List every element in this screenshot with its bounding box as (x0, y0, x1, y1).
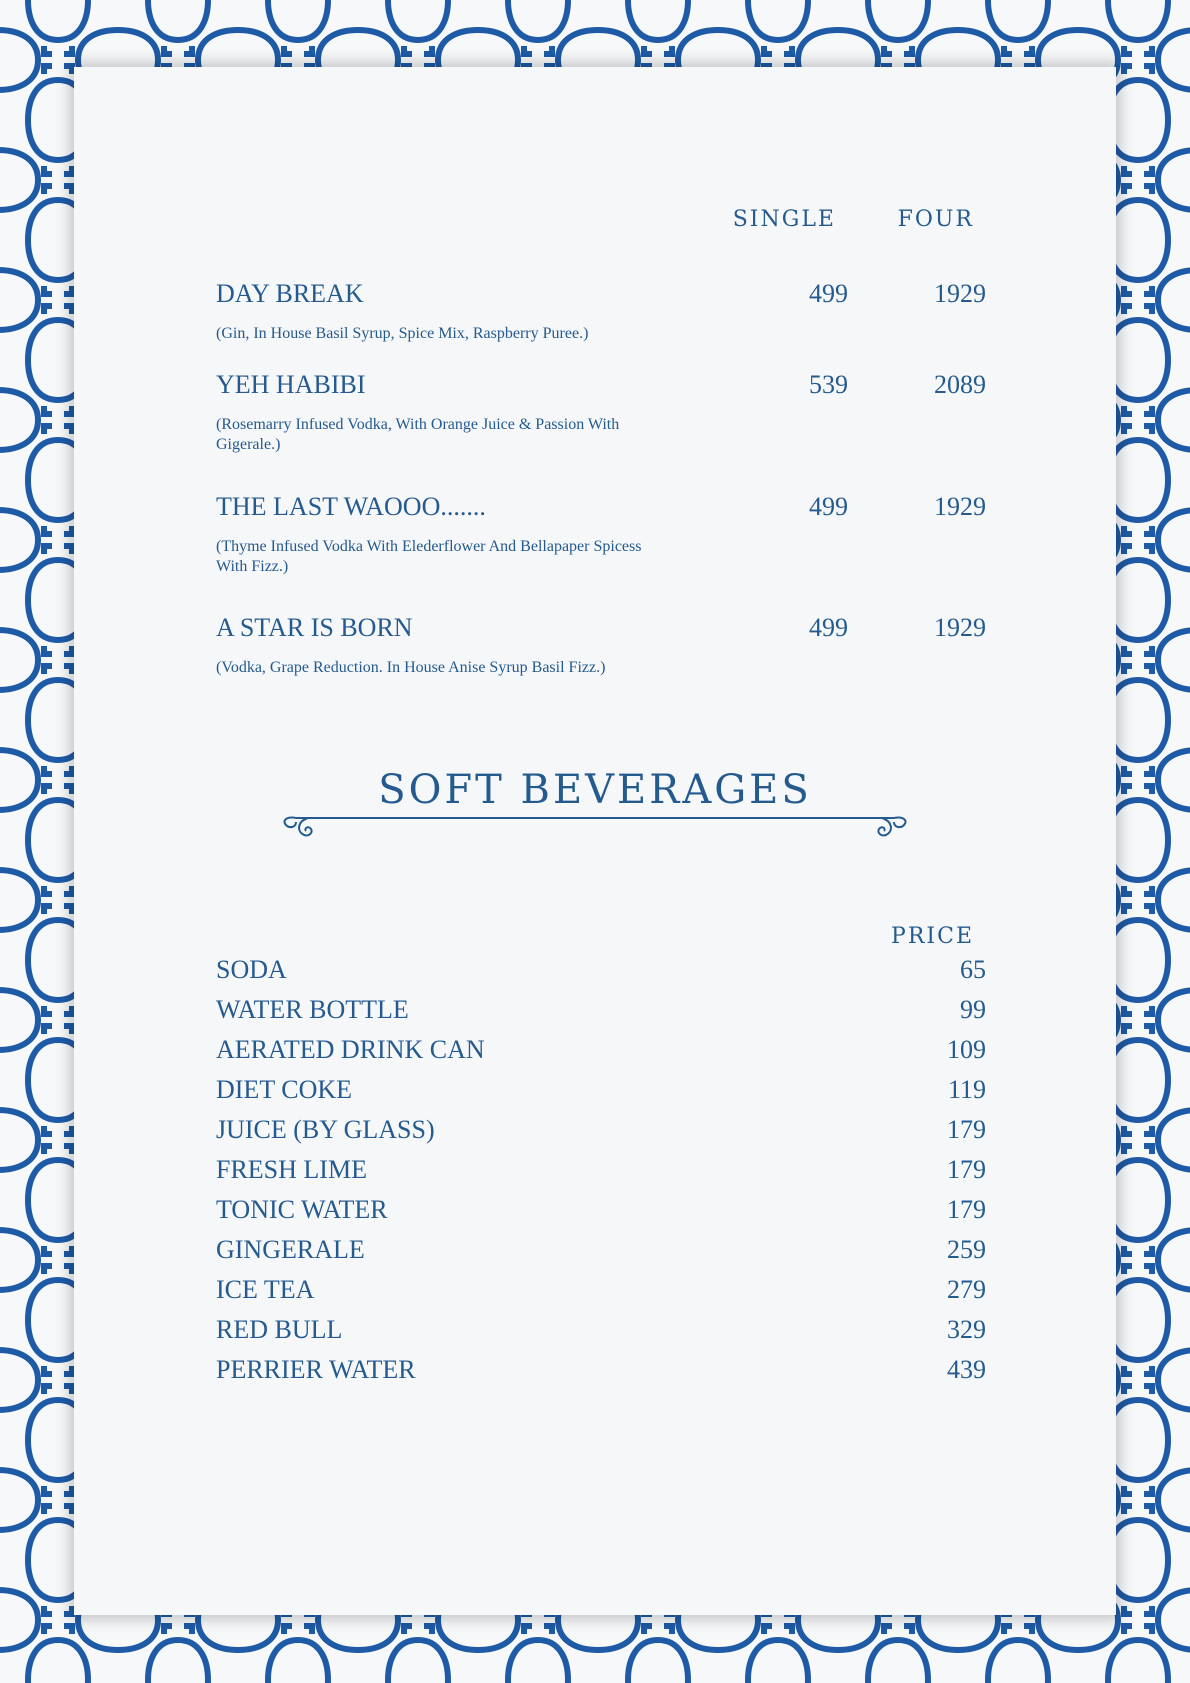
item-price: 279 (947, 1275, 986, 1304)
cocktail-description: (Gin, In House Basil Syrup, Spice Mix, Raspberry Puree.) (216, 325, 589, 342)
item-price: 119 (947, 1075, 986, 1104)
list-item (216, 1075, 986, 1115)
list-item (216, 1155, 986, 1195)
list-item (216, 1315, 986, 1355)
list-item (216, 995, 986, 1035)
soft-beverage-list (216, 955, 986, 1395)
item-name: DIET COKE (216, 1075, 353, 1104)
single-column-header: SINGLE (732, 207, 836, 232)
price-four: 1929 (934, 492, 986, 521)
item-name: FRESH LIME (216, 1155, 367, 1184)
price-four: 1929 (934, 613, 986, 642)
cocktail-name: A STAR IS BORN (216, 613, 413, 642)
section-title-soft-beverages: SOFT BEVERAGES (378, 767, 812, 813)
list-item (216, 1275, 986, 1315)
list-item (216, 1235, 986, 1275)
item-price: 329 (947, 1315, 986, 1344)
list-item (216, 1195, 986, 1235)
price-single: 499 (809, 613, 848, 642)
list-item (216, 1115, 986, 1155)
price-single: 499 (809, 279, 848, 308)
item-name: JUICE (BY GLASS) (216, 1115, 435, 1144)
price-four: 1929 (934, 279, 986, 308)
cocktail-name: YEH HABIBI (216, 370, 366, 399)
item-name: RED BULL (216, 1315, 343, 1344)
price-single: 499 (809, 492, 848, 521)
item-name: TONIC WATER (216, 1195, 388, 1224)
cocktail-name: DAY BREAK (216, 279, 364, 308)
item-price: 439 (947, 1355, 986, 1384)
price-single: 539 (809, 370, 848, 399)
ornamental-divider (278, 809, 912, 843)
price-column-header: PRICE (891, 924, 974, 949)
four-column-header: FOUR (897, 207, 974, 232)
list-item (216, 1355, 986, 1395)
cocktail-description: (Rosemarry Infused Vodka, With Orange Juice & Passion With Gigerale.) (216, 416, 620, 453)
item-price: 179 (947, 1115, 986, 1144)
item-name: WATER BOTTLE (216, 995, 409, 1024)
item-price: 65 (960, 955, 986, 984)
price-four: 2089 (934, 370, 986, 399)
item-price: 109 (947, 1035, 986, 1064)
cocktail-description: (Thyme Infused Vodka With Elederflower And Bellapaper Spicess With Fizz.) (216, 538, 642, 575)
menu-card (74, 67, 1116, 1615)
item-name: SODA (216, 955, 287, 984)
item-price: 179 (947, 1195, 986, 1224)
list-item (216, 1035, 986, 1075)
item-name: GINGERALE (216, 1235, 365, 1264)
cocktail-description: (Vodka, Grape Reduction. In House Anise Syrup Basil Fizz.) (216, 659, 606, 676)
item-name: ICE TEA (216, 1275, 315, 1304)
list-item (216, 955, 986, 995)
item-name: PERRIER WATER (216, 1355, 416, 1384)
item-price: 99 (960, 995, 986, 1024)
cocktail-name: THE LAST WAOOO....... (216, 492, 486, 521)
item-price: 259 (947, 1235, 986, 1264)
item-price: 179 (947, 1155, 986, 1184)
item-name: AERATED DRINK CAN (216, 1035, 485, 1064)
